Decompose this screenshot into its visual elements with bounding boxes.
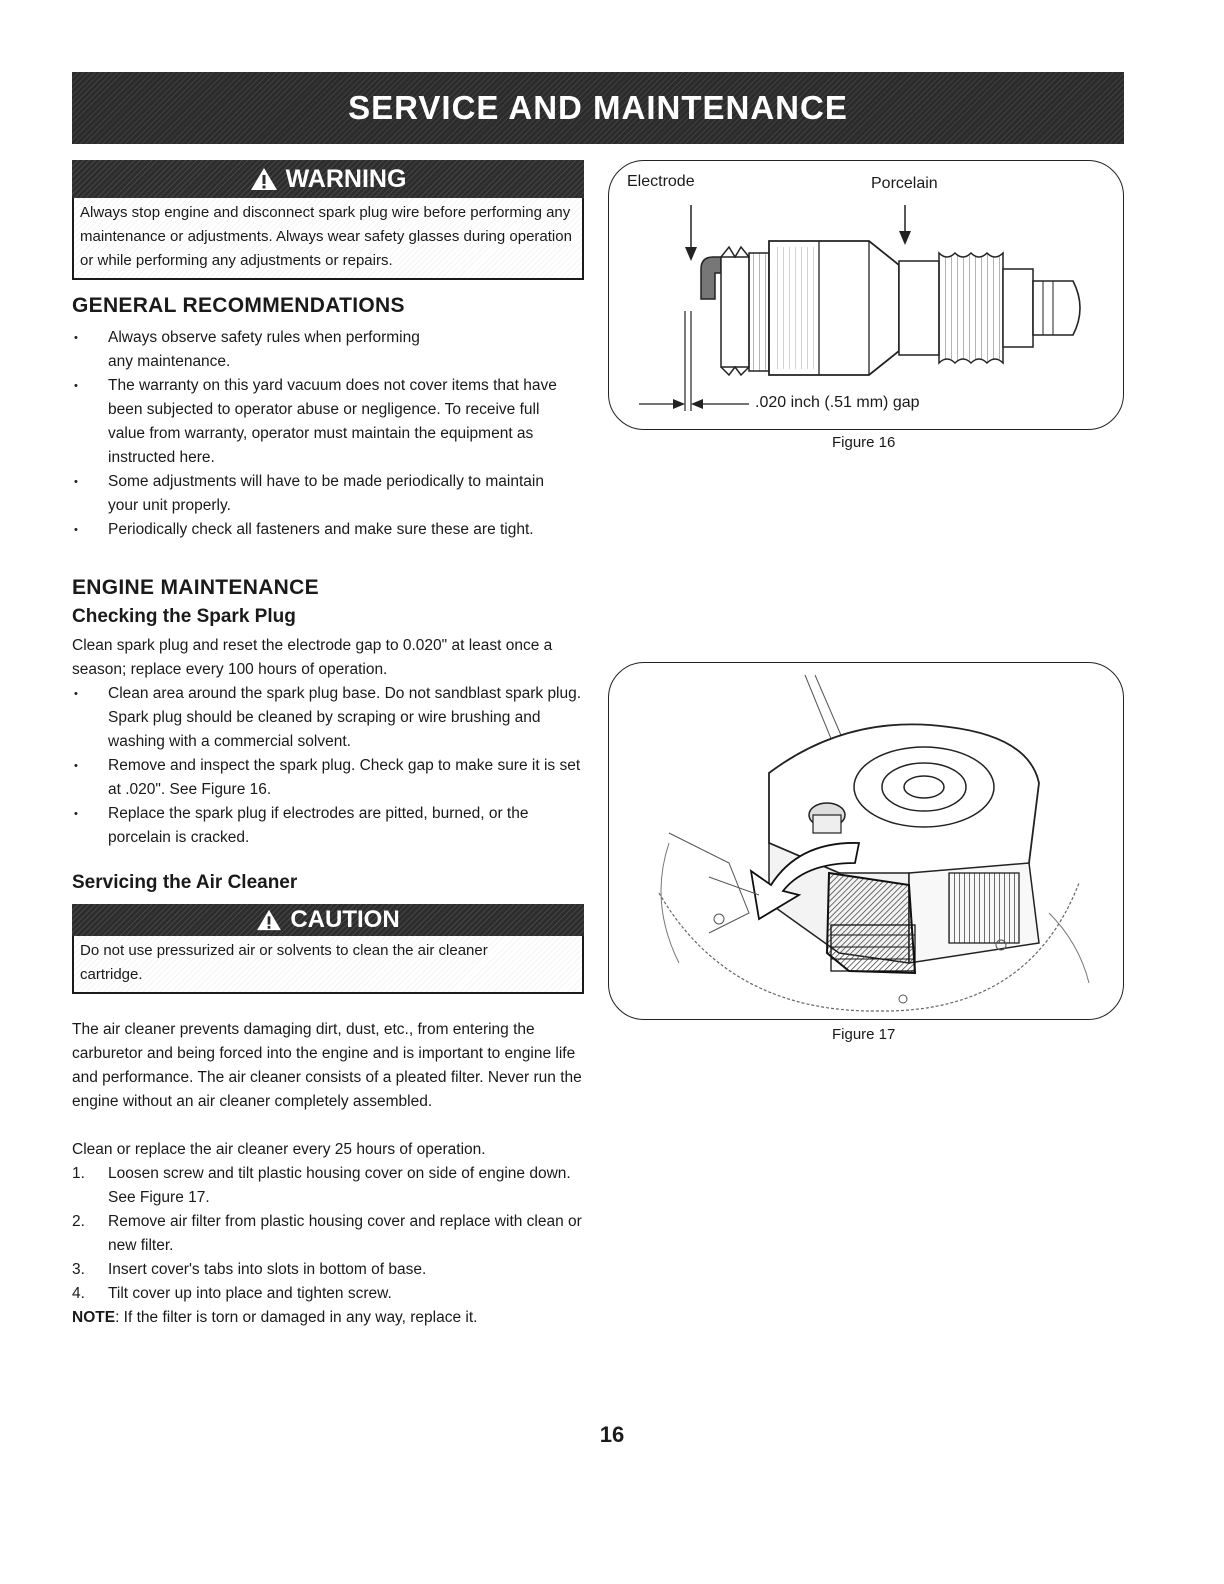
list-item: [72, 518, 572, 542]
engine-air-cleaner-illustration: [609, 663, 1123, 1019]
warning-triangle-icon: [250, 167, 278, 191]
caution-label: CAUTION: [290, 906, 400, 933]
page-title: SERVICE AND MAINTENANCE: [348, 89, 848, 126]
list-item-text: Always observe safety rules when performing any maintenance.: [108, 329, 420, 370]
air-cleaner-interval: Clean or replace the air cleaner every 25 hours of operation.: [72, 1141, 486, 1158]
warning-text: Always stop engine and disconnect spark plug wire before performing any maintenance or adjustments. Always wear safety glasses during operation or while performing any adjustments or repairs.: [72, 198, 584, 280]
figure-17-engine: [608, 662, 1124, 1020]
air-cleaner-description: [72, 1018, 582, 1114]
electrode-label: Electrode: [627, 173, 695, 190]
list-item: [72, 470, 572, 518]
step-text: Remove air filter from plastic housing cover and replace with clean or new filter.: [108, 1213, 582, 1254]
list-item: [72, 326, 572, 374]
page-header-banner: [72, 72, 1124, 144]
step-number: 4.: [72, 1285, 85, 1302]
step-number: 1.: [72, 1165, 85, 1182]
list-item: [72, 682, 582, 754]
step-text: Loosen screw and tilt plastic housing cover on side of engine down. See Figure 17.: [108, 1165, 571, 1206]
air-cleaner-heading: Servicing the Air Cleaner: [72, 872, 298, 893]
gap-label: .020 inch (.51 mm) gap: [755, 394, 920, 411]
list-item-text: Clean area around the spark plug base. Do not sandblast spark plug. Spark plug should be cleaned by scraping or wire brushing and washing with a commercial solvent.: [108, 685, 582, 750]
list-item: [72, 802, 582, 850]
step-text: Tilt cover up into place and tighten screw.: [108, 1285, 392, 1302]
spark-plug-intro: Clean spark plug and reset the electrode gap to 0.020" at least once a season; replace every 100 hours of operation.: [72, 637, 553, 678]
warning-label: WARNING: [285, 164, 407, 193]
general-recommendations-list: [72, 326, 572, 542]
list-item: [72, 1282, 582, 1306]
list-item-text: Remove and inspect the spark plug. Check gap to make sure it is set at .020". See Figure 16.: [108, 757, 581, 798]
figure-16-spark-plug: [608, 160, 1124, 430]
warning-triangle-icon: [256, 909, 282, 931]
note-text: : If the filter is torn or damaged in any way, replace it.: [115, 1309, 478, 1326]
warning-header: [72, 160, 584, 198]
step-number: 3.: [72, 1261, 85, 1278]
caution-box: [72, 904, 584, 994]
note-label: NOTE: [72, 1309, 116, 1326]
list-item: [72, 1162, 582, 1210]
list-item-text: The warranty on this yard vacuum does not cover items that have been subjected to operator abuse or negligence. To receive full value from warranty, operator must maintain the equipment as instructed here.: [108, 377, 557, 466]
note: [72, 1306, 582, 1330]
page-number: 16: [599, 1422, 625, 1447]
list-item: [72, 754, 582, 802]
air-cleaner-procedure: [72, 1138, 582, 1330]
engine-maintenance-heading: ENGINE MAINTENANCE: [72, 576, 319, 599]
step-text: Insert cover's tabs into slots in bottom of base.: [108, 1261, 427, 1278]
spark-plug-heading: Checking the Spark Plug: [72, 606, 296, 627]
list-item: [72, 1258, 582, 1282]
list-item-text: Some adjustments will have to be made periodically to maintain your unit properly.: [108, 473, 544, 514]
figure-16-caption: Figure 16: [832, 434, 896, 451]
list-item: [72, 374, 572, 470]
list-item-text: Periodically check all fasteners and make sure these are tight.: [108, 521, 534, 538]
caution-header: [72, 904, 584, 936]
warning-box: [72, 160, 584, 280]
step-number: 2.: [72, 1213, 85, 1230]
caution-text: Do not use pressurized air or solvents to clean the air cleaner cartridge.: [72, 936, 584, 994]
list-item-text: Replace the spark plug if electrodes are pitted, burned, or the porcelain is cracked.: [108, 805, 529, 846]
general-recommendations-heading: GENERAL RECOMMENDATIONS: [72, 294, 405, 317]
porcelain-label: Porcelain: [871, 175, 938, 192]
air-cleaner-paragraph: The air cleaner prevents damaging dirt, dust, etc., from entering the carburetor and being forced into the engine and is important to engine life and performance. The air cleaner consists of a pleated filter. Never run the engine without an air cleaner completely assembled.: [72, 1021, 582, 1110]
figure-17-caption: Figure 17: [832, 1026, 896, 1043]
spark-plug-illustration: [609, 161, 1123, 429]
list-item: [72, 1210, 582, 1258]
spark-plug-section: [72, 634, 582, 850]
